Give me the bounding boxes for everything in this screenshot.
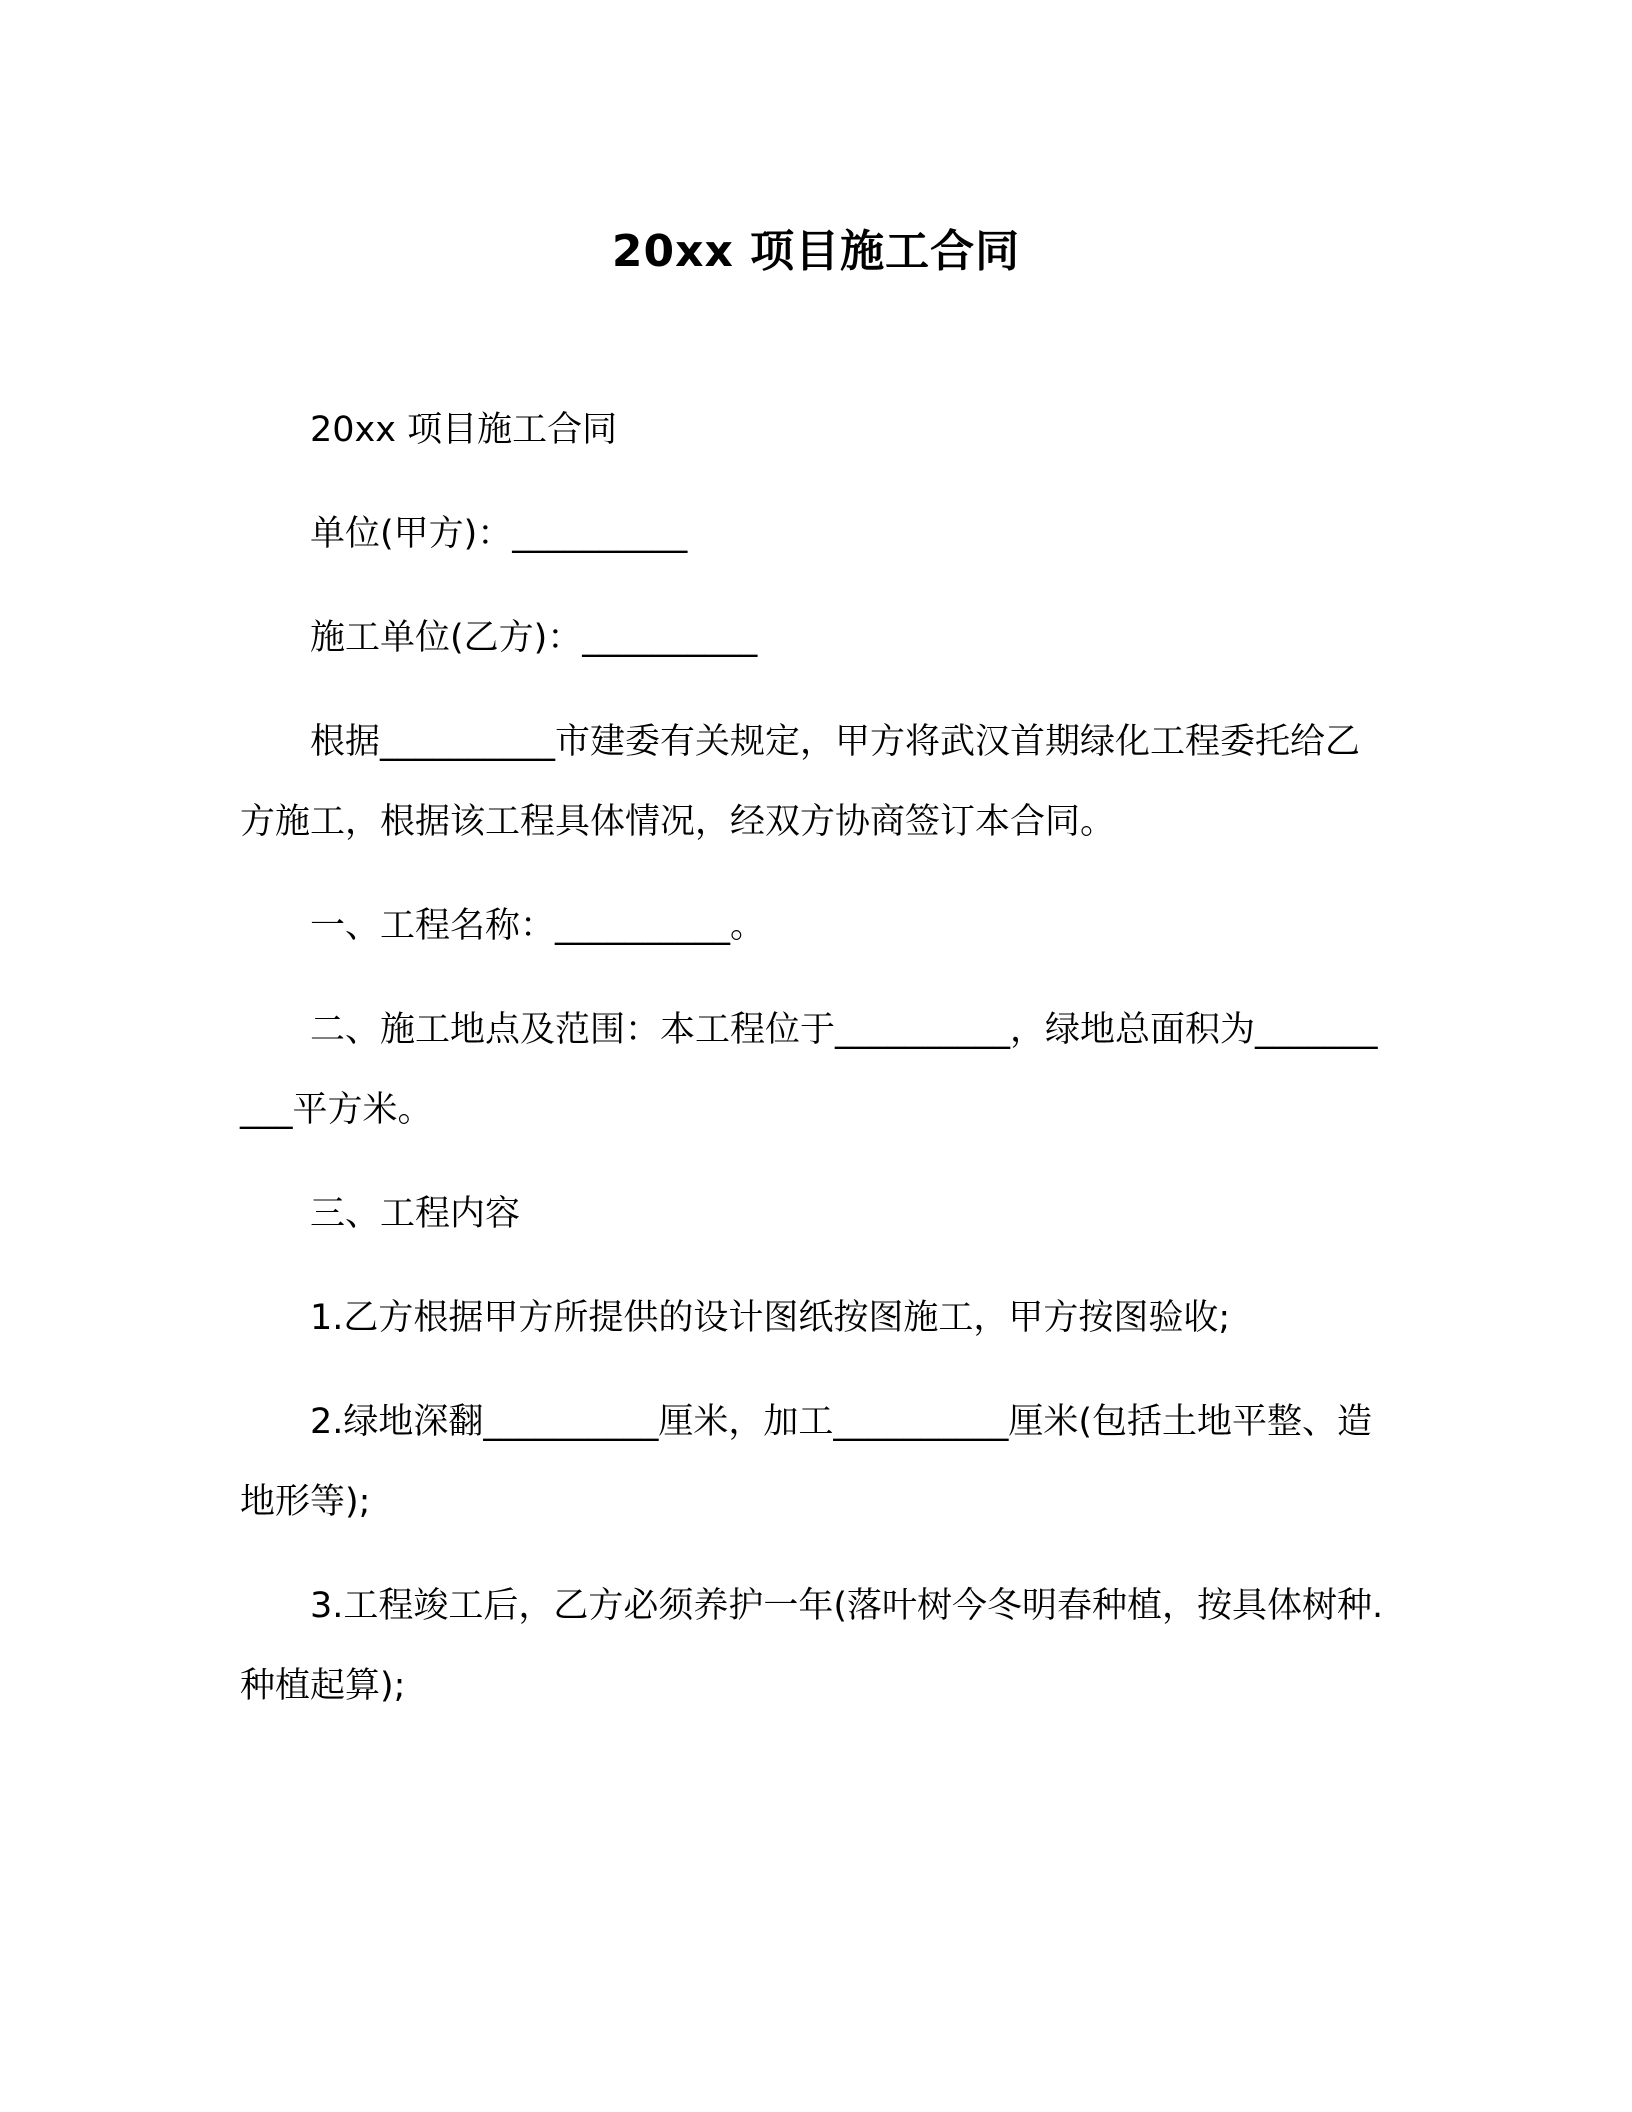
section-content-heading: 三、工程内容: [310, 1194, 521, 1234]
document-title: 20xx 项目施工合同: [611, 226, 1021, 277]
party-a-line: 单位(甲方)：__________: [310, 514, 688, 554]
content-item-2: 2.绿地深翻__________厘米，加工__________厘米(包括土地平整、造地形等);: [240, 1402, 1373, 1522]
section-project-name: 一、工程名称：__________。: [310, 906, 766, 946]
content-item-3: 3.工程竣工后，乙方必须养护一年(落叶树今冬明春种植，按具体树种.种植起算);: [240, 1586, 1384, 1706]
document-body: [240, 390, 1390, 1750]
subtitle-paragraph: 20xx 项目施工合同: [310, 410, 618, 450]
content-item-1: 1.乙方根据甲方所提供的设计图纸按图施工，甲方按图验收;: [310, 1298, 1231, 1338]
party-b-line: 施工单位(乙方)：__________: [310, 618, 758, 658]
preamble-paragraph: 根据__________市建委有关规定，甲方将武汉首期绿化工程委托给乙方施工，根据该工程具体情况，经双方协商签订本合同。: [240, 722, 1361, 842]
section-location-scope: 二、施工地点及范围：本工程位于__________，绿地总面积为__________平方米。: [240, 1010, 1378, 1130]
